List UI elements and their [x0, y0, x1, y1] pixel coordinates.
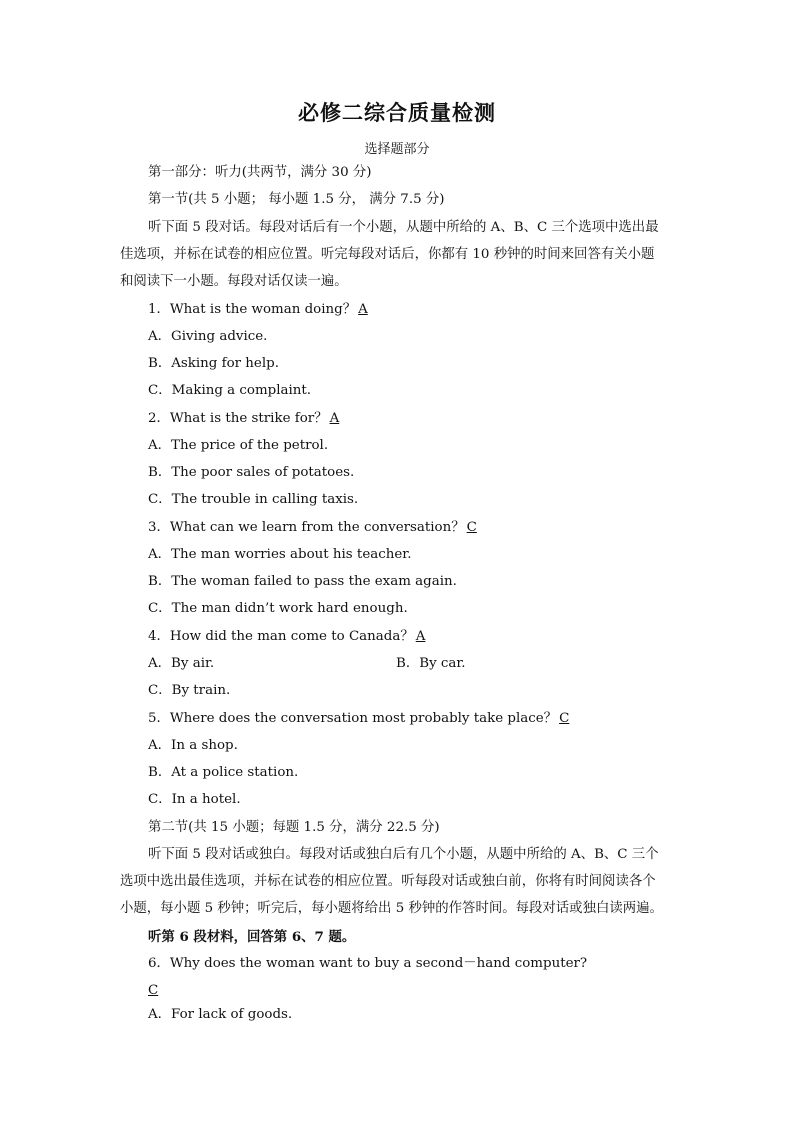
option: A．The man worries about his teacher. [148, 547, 412, 562]
answer-key: C [466, 520, 477, 535]
answer-key: C [559, 711, 570, 726]
option: C．The man didn’t work hard enough. [148, 601, 408, 616]
document-title: 必修二综合质量检测 [298, 100, 496, 125]
answer-key [148, 982, 158, 1000]
option: C．In a hotel. [148, 792, 241, 807]
option: B．At a police station. [148, 765, 299, 780]
option: B．The poor sales of potatoes. [148, 465, 355, 480]
instructions1-line: 佳选项，并标在试卷的相应位置。听完每段对话后，你都有 10 秒钟的时间来回答有关小题 [120, 247, 655, 262]
option: C．The trouble in calling taxis. [148, 492, 359, 507]
question-text: 2．What is the strike for？ [148, 411, 328, 426]
answer-key: A [329, 411, 340, 426]
instructions2-line: 听下面 5 段对话或独白。每段对话或独白后有几个小题，从题中所给的 A、B、C 三个 [148, 847, 659, 862]
document-subtitle: 选择题部分 [364, 142, 430, 157]
question-text: 4．How did the man come to Canada？ [148, 629, 414, 644]
option: B．The woman failed to pass the exam again. [148, 574, 457, 589]
section1-heading: 第一节(共 5 小题； 每小题 1.5 分， 满分 7.5 分) [148, 192, 445, 207]
option: C．By train. [148, 683, 231, 698]
question-text: 3．What can we learn from the conversation？ [148, 520, 465, 535]
material-6-heading: 听第 6 段材料，回答第 6、7 题。 [148, 929, 356, 945]
instructions2-line: 小题，每小题 5 秒钟；听完后，每小题将给出 5 秒钟的作答时间。每段对话或独白读两遍。 [120, 901, 663, 916]
question-6: 6．Why does the woman want to buy a second－hand computer? [148, 956, 588, 971]
part1-heading: 第一部分：听力(共两节，满分 30 分) [148, 165, 372, 180]
instructions1-line: 和阅读下一小题。每段对话仅读一遍。 [120, 274, 348, 289]
answer-key: A [358, 302, 368, 317]
question-text: 5．Where does the conversation most probably take place？ [148, 711, 558, 726]
option: A．For lack of goods. [148, 1007, 293, 1022]
option: B．By car. [396, 656, 466, 671]
question-4 [148, 628, 425, 646]
instructions2-line: 选项中选出最佳选项，并标在试卷的相应位置。听每段对话或独白前，你将有时间阅读各个 [120, 874, 656, 889]
option: A．Giving advice. [148, 329, 268, 344]
answer-key-text: C [148, 983, 159, 998]
section2-heading: 第二节(共 15 小题；每题 1.5 分，满分 22.5 分) [148, 820, 440, 835]
answer-key: A [415, 629, 426, 644]
question-3 [148, 519, 477, 537]
option: C．Making a complaint. [148, 383, 312, 398]
question-5 [148, 710, 569, 728]
instructions1-line: 听下面 5 段对话。每段对话后有一个小题，从题中所给的 A、B、C 三个选项中选出最 [148, 220, 659, 235]
option: A．By air. [148, 656, 215, 671]
option: B．Asking for help. [148, 356, 279, 371]
question-2 [148, 410, 339, 428]
option: A．In a shop. [148, 738, 238, 753]
question-text: 1．What is the woman doing？ [148, 302, 357, 317]
option: A．The price of the petrol. [148, 438, 329, 453]
question-1 [148, 301, 368, 319]
